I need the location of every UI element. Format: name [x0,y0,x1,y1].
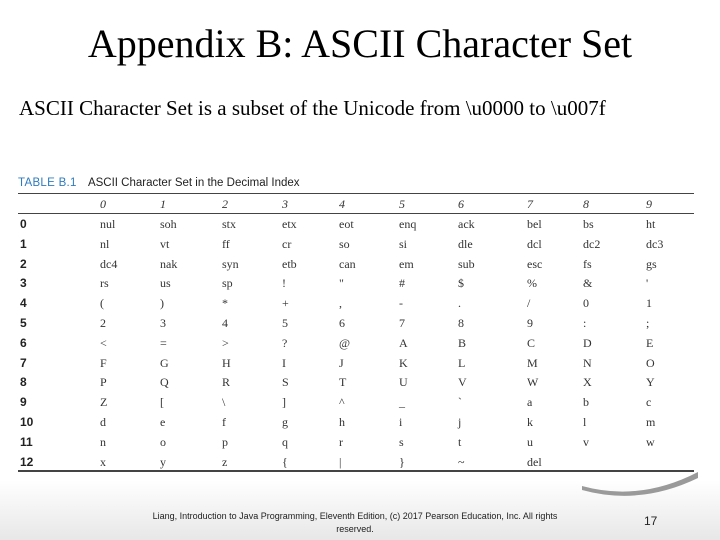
table-cell: j [458,415,462,429]
table-cell: n [100,434,106,449]
table-cell: / [527,296,531,311]
column-header: 2 [222,197,228,211]
table-caption: ASCII Character Set in the Decimal Index [87,177,300,189]
table-cell: bel [527,217,542,231]
table-cell: 2 [100,316,106,330]
table-cell: so [339,236,350,251]
decorative-swoosh [580,462,700,502]
table-cell: E [646,335,654,350]
table-cell: dc4 [100,256,118,271]
table-cell: p [222,434,228,449]
table-cell: V [458,375,467,390]
table-top-rule [18,193,694,194]
table-cell: - [399,296,403,311]
table-cell: em [399,256,414,271]
table-cell: s [399,434,404,449]
table-cell: ` [458,395,462,410]
table-cell: etx [282,217,297,231]
table-header-rule [18,213,694,214]
footer-copyright: Liang, Introduction to Java Programming, Eleventh Edition, (c) 2017 Pearson Education, Inc. All rights reserved. [152,511,558,534]
row-header: 6 [20,335,27,350]
table-cell: 6 [339,316,345,330]
table-cell: % [527,276,537,291]
table-cell: eot [339,217,354,231]
table-cell: X [583,375,592,390]
table-cell: d [100,415,106,429]
table-cell: z [222,454,228,469]
table-cell: nl [100,236,110,251]
table-cell: dc2 [583,236,601,251]
table-cell: 5 [282,316,288,330]
table-cell: @ [339,335,351,350]
table-cell: x [100,454,106,469]
table-cell: Q [160,375,169,390]
page-number: 17 [644,514,658,528]
table-cell: ff [222,236,230,251]
table-cell: O [646,355,655,370]
table-cell: $ [458,276,464,291]
column-header: 0 [100,197,106,211]
table-cell: ( [100,296,104,311]
table-cell: h [339,415,345,429]
table-label: TABLE B.1 [18,177,77,189]
table-cell: nul [100,217,116,231]
table-cell: L [458,355,466,370]
row-header: 8 [20,375,27,390]
table-cell: dcl [527,236,542,251]
table-cell: m [646,415,656,429]
table-cell: \ [222,395,226,410]
table-cell: , [339,296,342,311]
table-cell: T [339,375,347,390]
column-header: 1 [160,197,166,211]
table-cell: e [160,415,166,429]
row-header: 2 [20,256,27,271]
table-cell: " [339,276,344,291]
column-header: 6 [458,197,464,211]
table-cell: rs [100,276,109,291]
table-cell: I [282,355,286,370]
table-cell: dc3 [646,236,664,251]
table-cell: ? [282,335,288,350]
row-header: 7 [20,355,27,370]
table-cell: & [583,276,593,291]
table-cell: F [100,355,107,370]
table-cell: = [160,335,167,350]
table-cell: | [339,454,342,469]
table-cell: D [583,335,592,350]
table-cell: W [527,375,539,390]
table-cell: P [100,375,107,390]
table-cell: a [527,395,533,410]
row-header: 1 [20,236,27,251]
table-cell: r [339,434,343,449]
table-cell: 4 [222,316,228,330]
table-cell: c [646,395,652,410]
table-cell: < [100,335,107,350]
column-header: 8 [583,197,589,211]
table-cell: q [282,434,288,449]
table-cell: N [583,355,592,370]
column-header: 3 [282,197,288,211]
table-cell: sp [222,276,233,291]
table-cell: l [583,415,587,429]
table-cell: t [458,434,462,449]
table-cell: nak [160,256,178,271]
table-cell: } [399,454,405,469]
table-cell: syn [222,256,239,271]
row-header: 12 [20,454,34,469]
table-cell: f [222,415,226,429]
table-cell: M [527,355,538,370]
table-cell: cr [282,236,292,251]
table-cell: fs [583,256,592,271]
table-cell: R [222,375,231,390]
table-cell: u [527,434,533,449]
table-cell: ' [646,276,649,291]
table-cell: stx [222,217,237,231]
table-cell: K [399,355,408,370]
slide-subtitle: ASCII Character Set is a subset of the Unicode from \u0000 to \u007f [19,96,606,120]
table-cell: ht [646,217,656,231]
table-cell: ^ [339,395,345,410]
table-cell: w [646,434,655,449]
table-cell: G [160,355,169,370]
table-cell: > [222,335,229,350]
table-cell: gs [646,256,657,271]
table-cell: U [399,375,408,390]
table-cell: 8 [458,316,464,330]
table-cell: . [458,296,461,311]
table-cell: ack [458,217,475,231]
row-header: 11 [20,434,33,449]
column-header: 9 [646,197,652,211]
slide-title: Appendix B: ASCII Character Set [87,21,633,66]
table-cell: J [339,355,344,370]
row-header: 9 [20,395,27,410]
row-header: 4 [20,296,27,311]
table-header [18,177,300,189]
table-cell: ) [160,296,164,311]
table-cell: ; [646,316,650,330]
table-cell: v [583,434,589,449]
table-cell: bs [583,217,594,231]
table-cell: 0 [583,296,589,311]
table-cell: i [399,415,403,429]
table-cell: # [399,276,405,291]
table-cell: * [222,296,228,311]
table-cell: si [399,236,408,251]
table-cell: _ [399,395,405,410]
table-cell: : [583,316,587,330]
table-cell: 1 [646,296,652,311]
table-cell: enq [399,217,417,231]
table-cell: ~ [458,454,465,469]
table-cell: soh [160,217,177,231]
table-cell: o [160,434,166,449]
table-cell: Z [100,395,108,410]
row-header: 10 [20,415,34,429]
column-header: 7 [527,197,533,211]
table-cell: ! [282,276,286,291]
table-cell: A [399,335,408,350]
table-cell: 7 [399,316,405,330]
table-cell: + [282,296,289,311]
table-cell: g [282,415,288,429]
table-cell: ] [282,395,286,410]
column-header: 5 [399,197,405,211]
table-cell: us [160,276,171,291]
row-header: 5 [20,316,27,330]
table-cell: k [527,415,533,429]
table-cell: b [583,395,589,410]
table-cell: vt [160,236,170,251]
table-cell: can [339,256,356,271]
row-header: 0 [20,217,27,231]
table-cell: esc [527,256,543,271]
table-cell: sub [458,256,475,271]
row-header: 3 [20,276,27,291]
table-cell: { [282,454,288,469]
table-cell: H [222,355,231,370]
table-cell: S [282,375,289,390]
table-cell: C [527,335,536,350]
column-header: 4 [339,197,345,211]
table-cell: [ [160,395,164,410]
table-cell: 9 [527,316,533,330]
table-cell: B [458,335,467,350]
table-cell: y [160,454,166,469]
table-cell: dle [458,236,473,251]
table-cell: etb [282,256,297,271]
table-cell: Y [646,375,655,390]
table-cell: 3 [160,316,166,330]
table-cell: del [527,454,542,469]
